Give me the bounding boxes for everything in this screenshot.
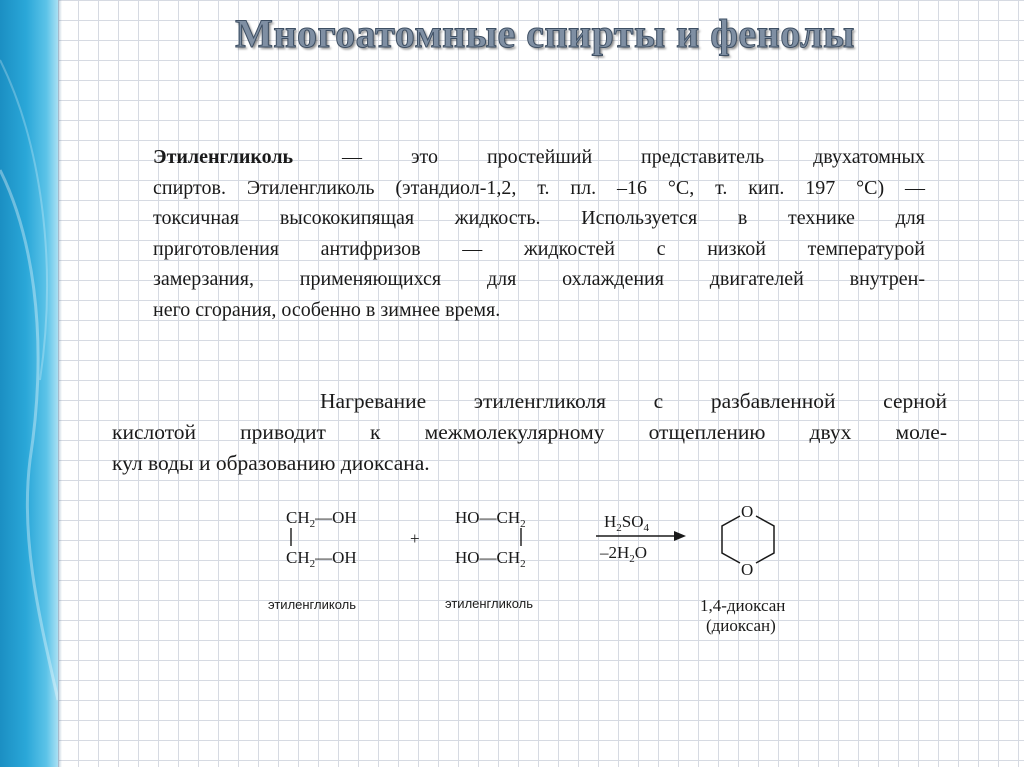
- reaction-arrow: [596, 512, 686, 565]
- condition-label: $-2H_2O$: [600, 543, 648, 565]
- reactant2-caption: этиленгликоль: [445, 596, 533, 611]
- paragraph1-line6: него сгорания, особенно в зимнее время.: [153, 298, 501, 321]
- paragraph2-line1: Нагревание этиленгликоля с разбавленной серной: [320, 389, 947, 413]
- reactant-ethylene-glycol-1: [268, 508, 357, 612]
- ring-oxygen-top: O: [741, 502, 754, 521]
- paragraph1-line4: приготовления антифризов — жидкостей с низкой температурой: [153, 237, 925, 260]
- dioxane-ring-left: [722, 516, 740, 563]
- paragraph2-line2: кислотой приводит к межмолекулярному отщеплению двух моле-: [112, 420, 947, 444]
- paragraph2-line3: кул воды и образованию диоксана.: [112, 451, 430, 475]
- reactant2-row1: $HO—CH_2$: [455, 508, 526, 530]
- reactant1-row2: $CH_2—OH$: [286, 548, 357, 570]
- arrow-head-icon: [674, 531, 686, 541]
- product-caption-line2: (диоксан): [706, 616, 776, 635]
- paragraph1-line3: токсичная высококипящая жидкость. Используется в технике для: [153, 207, 925, 230]
- product-caption-line1: 1,4-диоксан: [700, 596, 786, 615]
- ring-oxygen-bottom: O: [741, 560, 754, 579]
- paragraph1-line2: спиртов. Этиленгликоль (этандиол-1,2, т. пл. –16 °С, т. кип. 197 °С) —: [153, 176, 925, 199]
- product-dioxane: [700, 502, 785, 635]
- reactant1-caption: этиленгликоль: [268, 597, 356, 612]
- dioxane-ring-right: [756, 516, 774, 563]
- paragraph1-line1: — это простейший представитель двухатомных: [293, 146, 925, 168]
- term-ethylene-glycol: Этиленгликоль: [153, 146, 294, 168]
- reactant1-row1: $CH_2—OH$: [286, 508, 357, 530]
- slide-title: Многоатомные спирты и фенолы: [235, 11, 855, 56]
- paragraph1-line5: замерзания, применяющихся для охлаждения двигателей внутрен-: [153, 268, 925, 291]
- catalyst-label: $H_2SO_4$: [604, 512, 650, 534]
- reactant-ethylene-glycol-2: [445, 508, 533, 611]
- reactant2-row2: $HO—CH_2$: [455, 548, 526, 570]
- plus-sign: +: [410, 529, 420, 548]
